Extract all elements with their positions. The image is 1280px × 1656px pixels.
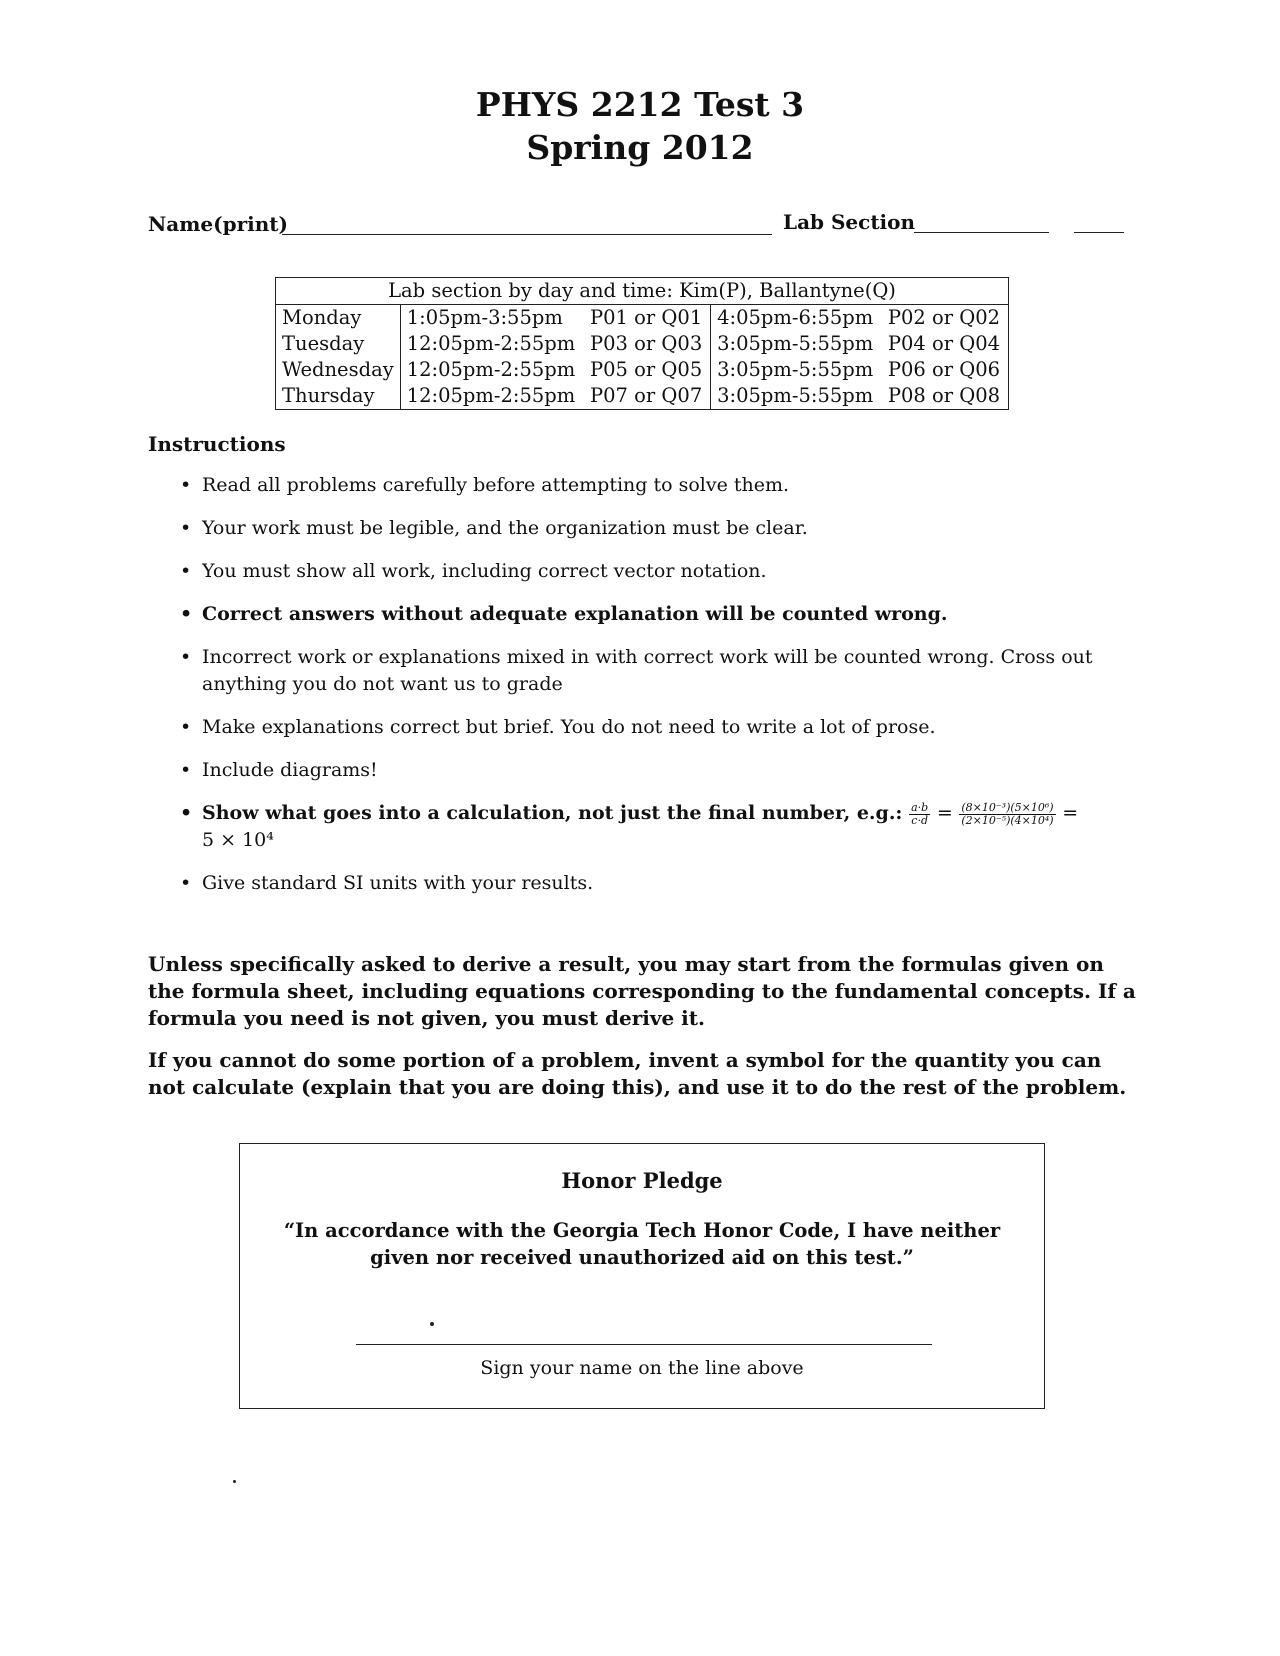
list-item-calculation: • Show what goes into a calculation, not just the final number, e.g.: $\frac{a\cdot b}{c\cdot d}$ = $\frac{\text{(8×10⁻³)(5×10⁶)}}{\text{(2×10⁻⁵)(4×10⁴)}}$ = 5 × 10⁴ <box>180 800 1140 854</box>
lab-section-field-line[interactable] <box>914 232 1049 233</box>
schedule-section: P06 or Q06 <box>887 358 1001 381</box>
schedule-time: 12:05pm-2:55pm <box>400 383 584 410</box>
scan-speck <box>233 1480 236 1483</box>
schedule-time: 3:05pm-5:55pm <box>711 383 882 410</box>
table-row <box>276 357 1009 383</box>
list-item: • Read all problems carefully before attempting to solve them. <box>180 472 1140 499</box>
instructions-list <box>180 472 1140 913</box>
table-row <box>276 383 1009 410</box>
list-item: • Incorrect work or explanations mixed in with correct work will be counted wrong. Cross out anything you do not want us to grade <box>180 644 1140 698</box>
schedule-section: P03 or Q03 <box>590 332 703 355</box>
table-row <box>276 305 1009 332</box>
table-row <box>276 331 1009 357</box>
list-item: • Correct answers without adequate explanation will be counted wrong. <box>180 601 1140 628</box>
fraction-numerator: a·b <box>911 800 929 814</box>
name-field-line[interactable] <box>282 234 772 235</box>
list-item: • Your work must be legible, and the organization must be clear. <box>180 515 1140 542</box>
scan-speck <box>430 1322 434 1326</box>
example-result: 5 × 10⁴ <box>202 829 274 851</box>
schedule-time: 12:05pm-2:55pm <box>400 331 584 357</box>
schedule-caption: Lab section by day and time: Kim(P), Ballantyne(Q) <box>276 278 1009 305</box>
schedule-time: 1:05pm-3:55pm <box>400 305 584 332</box>
schedule-time: 4:05pm-6:55pm <box>711 305 882 332</box>
honor-pledge-heading: Honor Pledge <box>561 1168 723 1193</box>
symbol-policy-paragraph: If you cannot do some portion of a problem, invent a symbol for the quantity you can not calculate (explain that you are doing this), and use it to do the rest of the problem. <box>148 1048 1127 1099</box>
list-item: • Give standard SI units with your results. <box>180 870 1140 897</box>
exam-title: PHYS 2212 Test 3 <box>475 85 805 124</box>
schedule-day: Tuesday <box>282 332 365 355</box>
signature-line[interactable] <box>356 1344 932 1345</box>
schedule-day: Thursday <box>282 384 375 407</box>
instructions-heading: Instructions <box>148 432 286 456</box>
fraction-denominator: (2×10⁻⁵)(4×10⁴) <box>961 813 1054 827</box>
honor-pledge-text: “In accordance with the Georgia Tech Honor Code, I have neither given nor received unauthorized aid on this test.” <box>283 1219 1001 1269</box>
list-item: • Make explanations correct but brief. You do not need to write a lot of prose. <box>180 714 1140 741</box>
lab-schedule-table <box>275 277 1009 410</box>
schedule-day: Wednesday <box>282 358 394 381</box>
list-item: • Include diagrams! <box>180 757 1140 784</box>
exam-term: Spring 2012 <box>526 128 754 167</box>
example-fraction-lhs <box>909 802 930 827</box>
schedule-time: 3:05pm-5:55pm <box>711 357 882 383</box>
schedule-section: P01 or Q01 <box>590 306 703 329</box>
schedule-section: P05 or Q05 <box>590 358 703 381</box>
list-item: • You must show all work, including correct vector notation. <box>180 558 1140 585</box>
schedule-day: Monday <box>282 306 362 329</box>
formula-policy-paragraph: Unless specifically asked to derive a result, you may start from the formulas given on the formula sheet, including equations corresponding to the fundamental concepts. If a formula you need is not given, you must derive it. <box>148 952 1136 1030</box>
schedule-time: 12:05pm-2:55pm <box>400 357 584 383</box>
fraction-numerator: (8×10⁻³)(5×10⁶) <box>961 800 1054 814</box>
lab-section-label: Lab Section <box>783 210 916 234</box>
schedule-section: P08 or Q08 <box>887 384 1001 407</box>
schedule-time: 3:05pm-5:55pm <box>711 331 882 357</box>
fraction-denominator: c·d <box>911 813 928 827</box>
schedule-section: P04 or Q04 <box>887 332 1001 355</box>
calculation-instruction: Show what goes into a calculation, not just the final number, e.g.: <box>202 802 903 824</box>
signature-caption: Sign your name on the line above <box>480 1357 804 1379</box>
example-fraction-rhs <box>959 802 1055 827</box>
schedule-section: P02 or Q02 <box>887 306 1001 329</box>
lab-section-extra-line[interactable] <box>1074 232 1124 233</box>
name-label: Name(print) <box>148 212 288 236</box>
schedule-section: P07 or Q07 <box>590 384 703 407</box>
honor-pledge-box <box>239 1143 1045 1409</box>
